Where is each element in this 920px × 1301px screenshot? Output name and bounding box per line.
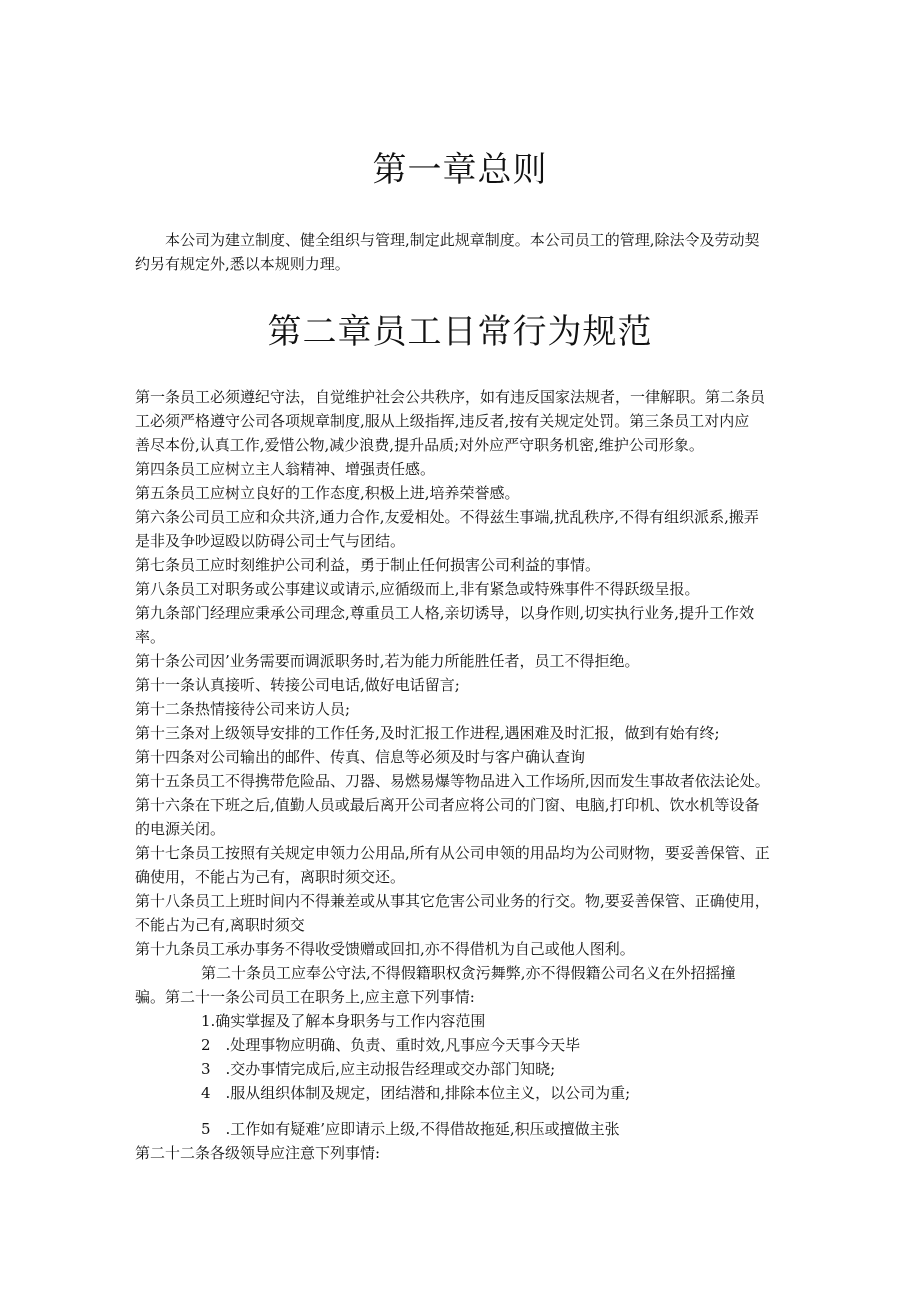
rule-line: 的电源关闭。 [135, 820, 226, 838]
chapter-1-title: 第一章总则 [372, 150, 548, 190]
list-item: 1.确实掌握及了解本身职务与工作内容范围 [201, 1012, 486, 1030]
rule-line: 第十条公司因’业务需要而调派职务时,若为能力所能胜任者，员工不得拒绝。 [135, 652, 640, 670]
intro-line: 约另有规定外,悉以本规则力理。 [135, 255, 350, 273]
rule-line: 第十六条在下班之后,值勤人员或最后离开公司者应将公司的门窗、电脑,打印机、饮水机等设备 [135, 796, 760, 814]
rule-line: 第十九条员工承办事务不得收受馈赠或回扣,亦不得借机为自己或他人图利。 [135, 940, 635, 958]
spacer [135, 1105, 790, 1117]
rule-line: 第五条员工应树立良好的工作态度,积极上进,培养荣誉感。 [135, 484, 520, 502]
rule-line: 率。 [135, 628, 166, 646]
rule-line: 第十四条对公司输出的邮件、传真、信息等必须及时与客户确认查询 [135, 748, 586, 766]
intro-line: 本公司为建立制度、健全组织与管理,制定此规章制度。本公司员工的管理,除法令及劳动契 [165, 231, 760, 249]
rule-line: 善尽本份,认真工作,爱惜公物,减少浪费,提升品质;对外应严守职务机密,维护公司形象。 [135, 436, 704, 454]
rule-line: 第十三条对上级领导安排的工作任务,及时汇报工作进程,遇困难及时汇报，做到有始有终; [135, 724, 720, 742]
list-item: 4 .服从组织体制及规定，团结潜和,排除本位主义，以公司为重; [201, 1084, 631, 1102]
chapter-2-rules [135, 385, 790, 1165]
list-item: 5 .工作如有疑难’应即请示上级,不得借故拖延,积压或擅做主张 [201, 1120, 620, 1138]
rule-line: 第十七条员工按照有关规定申领力公用品,所有从公司申领的用品均为公司财物，要妥善保管、正 [135, 844, 770, 862]
rule-line: 第十五条员工不得携带危险品、刀器、易燃易爆等物品进入工作场所,因而发生事故者依法论处。 [135, 772, 770, 790]
rule-line: 确使用，不能占为己有，离职时须交还。 [135, 868, 406, 886]
list-item: 2 .处理事物应明确、负责、重时效,凡事应今天事今天毕 [201, 1036, 581, 1054]
article-20-line: 第二十条员工应奉公守法,不得假籍职权贪污舞弊,亦不得假籍公司名义在外招摇撞 [201, 964, 736, 982]
rule-line: 第十二条热情接待公司来访人员; [135, 700, 351, 718]
rule-line: 是非及争吵逗殴以防碍公司士气与团结。 [135, 532, 406, 550]
rule-line: 第八条员工对职务或公事建议或请示,应循级而上,非有紧急或特殊事件不得跃级呈报。 [135, 580, 700, 598]
chapter-2-title: 第二章员工日常行为规范 [267, 312, 653, 352]
list-item: 3 .交办事情完成后,应主动报告经理或交办部门知晓; [201, 1060, 556, 1078]
rule-line: 第六条公司员工应和众共济,通力合作,友爱相处。不得兹生事端,扰乱秩序,不得有组织派系,搬弄 [135, 508, 759, 526]
rule-line: 第七条员工应时刻维护公司利益，勇于制止任何损害公司利益的事情。 [135, 556, 601, 574]
rule-line: 工必须严格遵守公司各项规章制度,服从上级指挥,违反者,按有关规定处罚。第三条员工对内应 [135, 412, 750, 430]
rule-line: 第四条员工应树立主人翁精神、增强责任感。 [135, 460, 436, 478]
rule-line: 第十八条员工上班时间内不得兼差或从事其它危害公司业务的行交。物,要妥善保管、正确使用， [135, 892, 770, 910]
rule-line: 第十一条认真接听、转接公司电话,做好电话留言; [135, 676, 460, 694]
article-20-line: 骗。第二十一条公司员工在职务上,应主意下列事情: [135, 988, 475, 1006]
rule-line: 第一条员工必须遵纪守法，自觉维护社会公共秩序，如有违反国家法规者，一律解职。第二条员 [135, 388, 766, 406]
rule-line: 不能占为己有,离职时须交 [135, 916, 305, 934]
chapter-1-intro [135, 228, 790, 276]
rule-line: 第九条部门经理应秉承公司理念,尊重员工人格,亲切诱导，以身作则,切实执行业务,提升工作效 [135, 604, 755, 622]
article-22-line: 第二十二条各级领导应注意下列事情: [135, 1144, 381, 1162]
